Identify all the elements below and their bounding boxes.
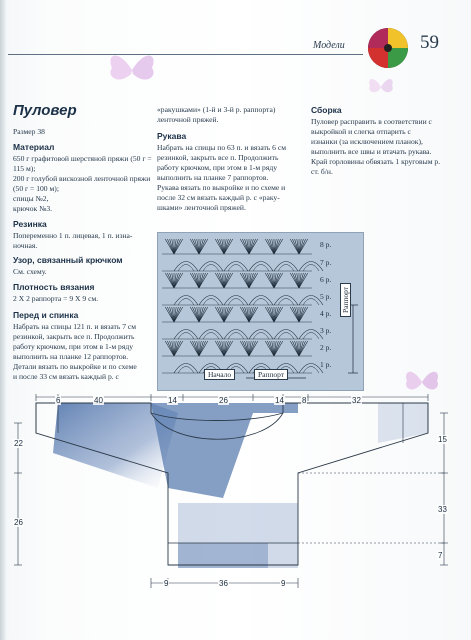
- continued-text: «ракушками» (1-й и 3-й р. раппорта) ленточной пряжей.: [157, 105, 276, 124]
- assembly-text: Пуловер расправить в соответствии с выкройкой и слегка отпарить с изнанки (за исключением планок), выполнить все швы и втачать рукава. Край горловины обвязать 1 круговым р. ст. б/н.: [311, 117, 441, 176]
- header-rule: [8, 54, 363, 55]
- rib-heading: Резинка: [13, 219, 47, 229]
- chart-start-label: Начало: [204, 369, 235, 380]
- dim-label: 26: [14, 518, 23, 527]
- row-label: 7 р.: [320, 258, 332, 267]
- butterfly-icon: [104, 46, 160, 90]
- front-back-heading: Перед и спинка: [13, 310, 79, 320]
- yarn-ball-logo: [367, 27, 409, 69]
- repeat-horizontal-label: Раппорт: [254, 369, 288, 380]
- pattern-title: Пуловер: [13, 102, 77, 119]
- sleeves-heading: Рукава: [157, 131, 187, 141]
- row-label: 3 р.: [320, 326, 332, 335]
- dim-label: 7: [438, 551, 443, 560]
- row-label: 4 р.: [320, 309, 332, 318]
- sleeves-text: Набрать на спицы по 63 п. и вязать 6 см резинкой, закрыть все п. Продолжить работу крючком, при этом в 1-м ряду выполнить на планке 7 раппортов. Рукава вязать по выкройке и по схеме и после 32 см вязать каждый р. с «раку- шками» ленточной пряжей.: [157, 143, 287, 212]
- dim-label: 36: [219, 579, 228, 588]
- page-spine: [0, 0, 6, 640]
- size-text: Размер 38: [13, 127, 45, 136]
- pattern-heading: Узор, связанный крючком: [13, 255, 123, 265]
- row-label: 5 р.: [320, 292, 332, 301]
- gauge-heading: Плотность вязания: [13, 282, 95, 292]
- dim-label: 26: [219, 396, 228, 405]
- row-label: 2 р.: [320, 343, 332, 352]
- gauge-text: 2 Х 2 раппорта = 9 Х 9 см.: [13, 294, 99, 303]
- dim-label: 40: [94, 396, 103, 405]
- row-label: 6 р.: [320, 275, 332, 284]
- dim-label: 9: [164, 579, 169, 588]
- front-back-text: Набрать на спицы 121 п. и вязать 7 см резинкой, закрыть все п. Продолжить работу крючком, при этом в 1-м ряду выполнить на планке 12 раппортов. Детали вязать по выкройке и по схеме и после 33 см вязать каждый р. с: [13, 322, 137, 381]
- rib-text: Попеременно 1 п. лицевая, 1 п. изна- ночная.: [13, 231, 133, 250]
- dim-label: 22: [14, 439, 23, 448]
- crochet-chart: [157, 232, 364, 391]
- dim-label: 8: [302, 396, 307, 405]
- garment-schematic: [8, 393, 460, 605]
- schematic-drawing: [8, 393, 460, 605]
- pattern-text: См. схему.: [13, 267, 47, 276]
- repeat-vertical-label: Раппорт: [340, 283, 351, 317]
- dim-label: 32: [352, 396, 361, 405]
- dim-label: 33: [438, 505, 447, 514]
- material-text: 650 г графитовой шерстяной пряжи (50 г = 115 м); 200 г голубой вискозной ленточной пряжи (50 г = 100 м); спицы №2, крючок №3.: [13, 154, 152, 213]
- dim-label: 14: [168, 396, 177, 405]
- section-label: Модели: [313, 40, 345, 51]
- dim-label: 14: [275, 396, 284, 405]
- dim-label: 9: [281, 579, 286, 588]
- assembly-heading: Сборка: [311, 105, 342, 115]
- dim-label: 6: [56, 396, 61, 405]
- butterfly-icon: [366, 74, 396, 98]
- row-label: 1 р.: [320, 360, 332, 369]
- dim-label: 15: [438, 435, 447, 444]
- material-heading: Материал: [13, 142, 55, 152]
- row-label: 8 р.: [320, 240, 332, 249]
- page-number: 59: [420, 32, 439, 53]
- crochet-stitch-diagram: [158, 233, 363, 390]
